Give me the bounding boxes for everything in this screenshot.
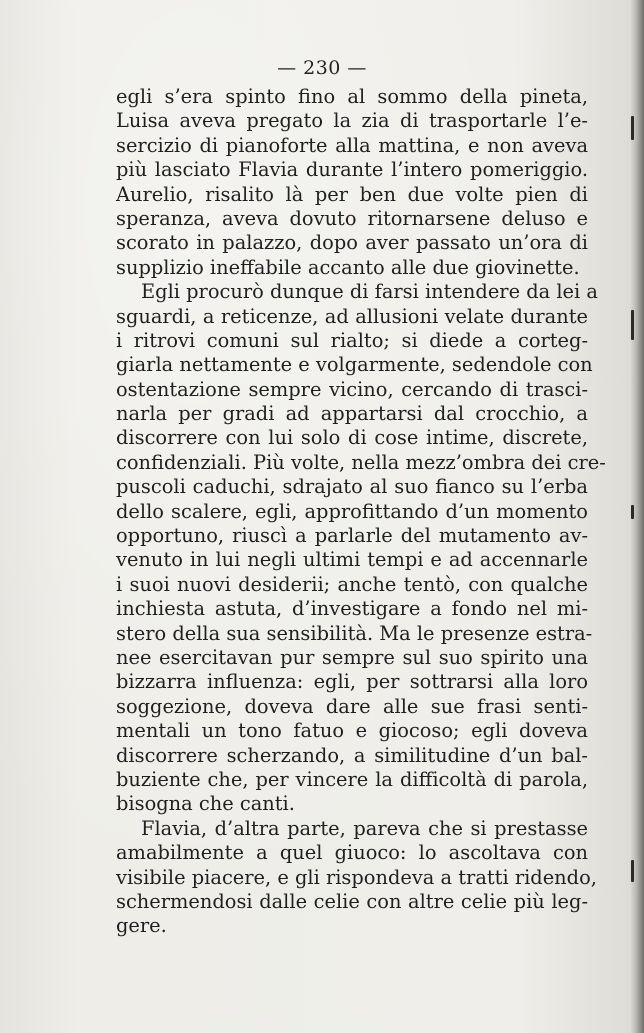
text-line: supplizio ineffabile accanto alle due giovinette. xyxy=(116,255,580,279)
text-line: confidenziali. Più volte, nella mezz’ombra dei cre- xyxy=(116,450,606,474)
text-line: più lasciato Flavia durante l’intero pomeriggio. xyxy=(116,158,588,182)
text-line: schermendosi dalle celie con altre celie più leg- xyxy=(116,889,588,913)
text-line: Flavia, d’altra parte, pareva che si prestasse xyxy=(141,816,588,840)
text-line: sguardi, a reticenze, ad allusioni velate durante xyxy=(116,304,588,328)
text-line: stero della sua sensibilità. Ma le presenze estra- xyxy=(116,621,593,645)
text-line: narla per gradi ad appartarsi dal crocchio, a xyxy=(116,402,588,426)
text-line: Egli procurò dunque di farsi intendere da lei a xyxy=(141,280,598,304)
text-line: opportuno, riuscì a parlarle del mutamento av- xyxy=(116,524,588,548)
text-line: mentali un tono fatuo e giocoso; egli doveva xyxy=(116,719,588,743)
text-line: gere. xyxy=(116,914,167,938)
text-line: puscoli caduchi, sdrajato al suo fianco su l’erba xyxy=(116,475,588,499)
text-line: dello scalere, egli, approfittando d’un momento xyxy=(116,499,588,523)
text-line: visibile piacere, e gli rispondeva a tratti ridendo, xyxy=(116,865,597,889)
text-line: bisogna che canti. xyxy=(116,792,295,816)
page-edge-mark xyxy=(631,505,634,519)
page-edge-mark xyxy=(631,116,634,140)
page-edge-mark xyxy=(631,860,634,882)
page-edge-mark xyxy=(631,310,634,340)
page-number: — 230 — xyxy=(277,57,367,79)
text-line: amabilmente a quel giuoco: lo ascoltava con xyxy=(116,841,588,865)
text-line: buziente che, per vincere la difficoltà di parola, xyxy=(116,767,588,791)
text-line: bizzarra influenza: egli, per sottrarsi alla loro xyxy=(116,670,588,694)
text-line: speranza, aveva dovuto ritornarsene deluso e xyxy=(116,206,588,230)
text-line: i suoi nuovi desiderii; anche tentò, con qualche xyxy=(116,572,588,596)
text-line: ostentazione sempre vicino, cercando di trasci- xyxy=(116,377,588,401)
text-line: giarla nettamente e volgarmente, sedendole con xyxy=(116,353,593,377)
text-line: venuto in lui negli ultimi tempi e ad accennarle xyxy=(116,548,588,572)
text-line: discorrere con lui solo di cose intime, discrete, xyxy=(116,426,588,450)
text-line: i ritrovi comuni sul rialto; si diede a corteg- xyxy=(116,328,588,352)
body-text xyxy=(116,85,606,939)
text-line: Aurelio, risalito là per ben due volte pien di xyxy=(116,182,588,206)
text-line: inchiesta astuta, d’investigare a fondo nel mi- xyxy=(116,597,588,621)
text-line: soggezione, doveva dare alle sue frasi senti- xyxy=(116,694,588,718)
text-line: scorato in palazzo, dopo aver passato un’ora di xyxy=(116,231,588,255)
text-line: Luisa aveva pregato la zia di trasportarle l’e- xyxy=(116,109,588,133)
text-line: egli s’era spinto fino al sommo della pineta, xyxy=(116,85,588,108)
text-line: sercizio di pianoforte alla mattina, e non aveva xyxy=(116,133,588,157)
text-line: nee esercitavan pur sempre sul suo spirito una xyxy=(116,645,588,669)
text-line: discorrere scherzando, a similitudine d’un bal- xyxy=(116,743,588,767)
